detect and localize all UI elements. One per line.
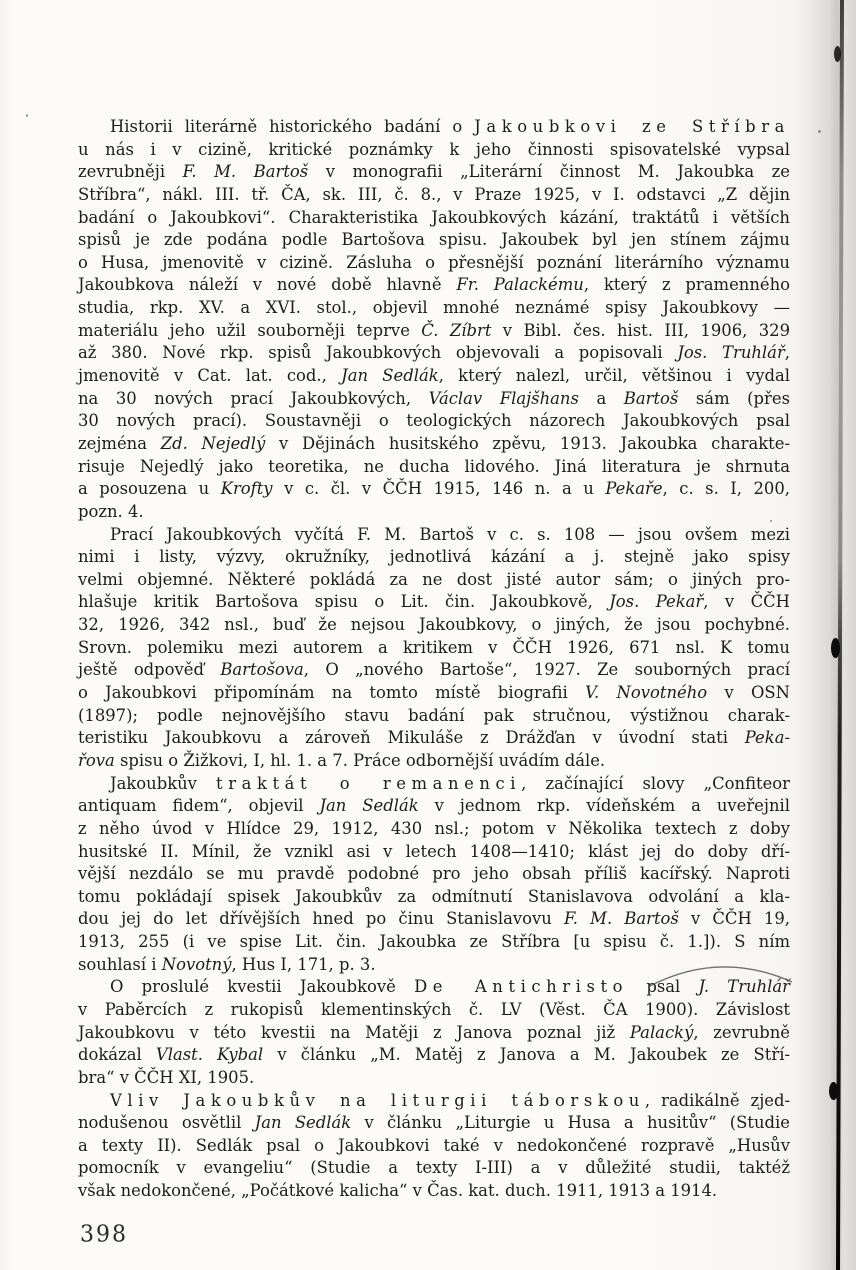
italic-proper-name: Jos. Pekař bbox=[609, 592, 704, 612]
body-text: risuje Nejedlý jako teoretika, ne ducha lidového. Jiná literatura je shrnuta bbox=[78, 456, 790, 476]
body-text: z něho úvod v Hlídce 29, 1912, 430 nsl.; potom v Několika textech z doby bbox=[78, 818, 790, 838]
text-line bbox=[78, 705, 790, 728]
body-text: u nás i v cizině, kritické poznámky k jeho činnosti spisovatelské vypsal bbox=[78, 139, 790, 159]
text-line bbox=[78, 252, 790, 275]
italic-proper-name: Jos. Truhlář bbox=[677, 343, 785, 363]
body-text: v ČČH 19, bbox=[678, 909, 790, 929]
letterspaced-emphasis: Vliv Jakoubkův na liturgii táborskou bbox=[110, 1090, 645, 1110]
italic-proper-name: Pekaře bbox=[605, 479, 663, 499]
body-text: Srovn. polemiku mezi autorem a kritikem v ČČH 1926, 671 nsl. K tomu bbox=[78, 637, 790, 657]
italic-proper-name: F. M. Bartoš bbox=[182, 162, 309, 182]
italic-proper-name: Novotný bbox=[161, 954, 232, 974]
body-text: o Husa, jmenovitě v cizině. Zásluha o přesnější poznání literárního významu bbox=[78, 252, 790, 272]
text-line bbox=[78, 750, 790, 773]
text-line bbox=[78, 795, 790, 818]
page-text-block bbox=[78, 116, 790, 1203]
edge-ink-blob bbox=[831, 638, 840, 658]
body-text: O proslulé kvestii Jakoubkově bbox=[110, 977, 415, 997]
body-text: bra“ v ČČH XI, 1905. bbox=[78, 1067, 255, 1087]
italic-proper-name: Krofty bbox=[220, 479, 273, 499]
text-line bbox=[78, 546, 790, 569]
body-text: na 30 nových prací Jakoubkových, bbox=[78, 388, 429, 408]
body-text: a bbox=[578, 388, 624, 408]
italic-proper-name: Jan Sedlák bbox=[254, 1113, 352, 1133]
body-text: v jednom rkp. vídeňském a uveřejnil bbox=[418, 796, 791, 816]
body-text: nimi i listy, výzvy, okružníky, jednotlivá kázání a j. stejně jako spisy bbox=[78, 547, 790, 567]
body-text: , bbox=[784, 343, 790, 363]
text-line bbox=[78, 365, 790, 388]
body-text: pomocník v evangeliu“ (Studie a texty I-III) a v důležité studii, taktéž bbox=[78, 1158, 790, 1178]
text-line bbox=[78, 818, 790, 841]
body-text: dou jej do let dřívějších hned po činu Stanislavovu bbox=[78, 909, 564, 929]
italic-proper-name: Bartošova bbox=[220, 660, 304, 680]
italic-proper-name: Palacký bbox=[629, 1022, 694, 1042]
body-text: spisu o Žižkovi, I, hl. 1. a 7. Práce odbornější uvádím dále. bbox=[114, 750, 606, 770]
letterspaced-emphasis: De Antichristo bbox=[414, 977, 629, 997]
body-text: husitské II. Mínil, že vznikl asi v letech 1408—1410; klást jej do doby dří- bbox=[78, 841, 790, 861]
text-line bbox=[78, 614, 790, 637]
italic-proper-name: Jan Sedlák bbox=[341, 366, 439, 386]
text-line bbox=[78, 161, 790, 184]
text-line bbox=[78, 682, 790, 705]
text-line bbox=[78, 569, 790, 592]
body-text: v Bibl. čes. hist. III, 1906, 329 bbox=[491, 320, 791, 340]
text-line bbox=[78, 1044, 790, 1067]
italic-proper-name: F. M. Bartoš bbox=[563, 909, 679, 929]
italic-proper-name: Peka- bbox=[744, 728, 790, 748]
italic-proper-name: Jan Sedlák bbox=[319, 796, 419, 816]
body-text: vější nezdálo se mu pravdě podobné pro jeho obsah příliš kacířský. Naproti bbox=[78, 864, 790, 884]
text-line bbox=[78, 727, 790, 750]
body-text: až 380. Nové rkp. spisů Jakoubkových objevovali a popisovali bbox=[78, 343, 678, 363]
body-text: sám (přes bbox=[678, 388, 790, 408]
page-number: 398 bbox=[80, 1221, 128, 1248]
text-line bbox=[78, 1067, 790, 1090]
body-text: hlašuje kritik Bartošova spisu o Lit. čin. Jakoubkově, bbox=[78, 592, 610, 612]
text-line bbox=[78, 1180, 790, 1203]
text-line bbox=[78, 954, 790, 977]
italic-proper-name: Václav Flajšhans bbox=[428, 388, 579, 408]
letterspaced-emphasis: Jakoubkovi ze Stříbra bbox=[474, 117, 790, 136]
body-text: v Paběrcích z rukopisů klementinských č. LV (Věst. ČA 1900). Závislost bbox=[78, 999, 790, 1019]
text-line bbox=[78, 207, 790, 230]
body-text: , c. s. I, 200, bbox=[662, 479, 790, 499]
body-text: Jakoubkův bbox=[110, 773, 217, 793]
body-text: , začínající slovy „Confiteor bbox=[521, 773, 790, 793]
body-text: tomu pokládají spisek Jakoubkův za odmítnutí Stanislavova odvolání a kla- bbox=[78, 886, 790, 906]
text-line bbox=[78, 1022, 790, 1045]
italic-proper-name: Fr. Palackému bbox=[456, 275, 584, 295]
italic-proper-name: Zd. Nejedlý bbox=[160, 433, 266, 453]
body-text: Jakoubkova náleží v nové době hlavně bbox=[78, 275, 457, 295]
italic-proper-name: V. Novotného bbox=[585, 683, 708, 703]
body-text: , O „nového Bartoše“, 1927. Ze souborných prací bbox=[303, 660, 791, 680]
italic-proper-name: Vlast. Kybal bbox=[155, 1045, 264, 1065]
text-line bbox=[78, 297, 790, 320]
text-line bbox=[78, 320, 790, 343]
page-edge-shadow bbox=[794, 0, 856, 1270]
body-text: , radikálně zjed- bbox=[644, 1090, 791, 1110]
text-line bbox=[78, 388, 790, 411]
text-line bbox=[78, 659, 790, 682]
body-text: 32, 1926, 342 nsl., buď že nejsou Jakoubkovy, o jiných, že jsou pochybné. bbox=[78, 615, 790, 635]
body-text: v článku „Liturgie u Husa a husitův“ (Studie bbox=[351, 1113, 790, 1133]
body-text: antiquam fidem“, objevil bbox=[78, 796, 320, 816]
body-text: 30 nových prací). Soustavněji o teologických názorech Jakoubkových psal bbox=[78, 411, 790, 431]
body-text: teristiku Jakoubkovu a zároveň Mikuláše z Drážďan v úvodní stati bbox=[78, 728, 745, 748]
body-text: , zevrubně bbox=[693, 1022, 790, 1042]
text-line bbox=[78, 908, 790, 931]
body-text: 1913, 255 (i ve spise Lit. čin. Jakoubka ze Stříbra [u spisu č. 1.]). S ním bbox=[78, 932, 790, 952]
body-text: v OSN bbox=[707, 683, 790, 703]
body-text: však nedokončené, „Počátkové kalicha“ v Čas. kat. duch. 1911, 1913 a 1914. bbox=[78, 1181, 718, 1201]
body-text: o Jakoubkovi připomínám na tomto místě biografii bbox=[78, 683, 586, 703]
body-text: v c. čl. v ČČH 1915, 146 n. a u bbox=[272, 479, 606, 499]
italic-proper-name: Bartoš bbox=[623, 388, 679, 408]
body-text: Prací Jakoubkových vyčítá F. M. Bartoš v c. s. 108 — jsou ovšem mezi bbox=[110, 524, 790, 544]
text-line bbox=[78, 410, 790, 433]
text-line bbox=[78, 139, 790, 162]
body-text: velmi objemné. Některé pokládá za ne dost jisté autor sám; o jiných pro- bbox=[78, 569, 790, 589]
body-text: badání o Jakoubkovi“. Charakteristika Jakoubkových kázání, traktátů i větších bbox=[78, 207, 790, 227]
text-line bbox=[78, 342, 790, 365]
text-line bbox=[78, 433, 790, 456]
body-text: v monografii „Literární činnost M. Jakoubka ze bbox=[308, 162, 790, 182]
text-line bbox=[78, 886, 790, 909]
text-line bbox=[78, 999, 790, 1022]
body-text: ještě odpověď bbox=[78, 660, 221, 680]
text-line bbox=[78, 863, 790, 886]
text-line bbox=[78, 116, 790, 139]
body-text: zevrubněji bbox=[78, 162, 183, 182]
body-text: dokázal bbox=[78, 1045, 156, 1065]
body-text: Jakoubkovu v této kvestii na Matěji z Janova poznal již bbox=[78, 1022, 630, 1042]
text-line bbox=[78, 478, 790, 501]
body-text: Historii literárně historického badání o bbox=[110, 117, 475, 136]
text-line bbox=[78, 274, 790, 297]
body-text: psal bbox=[628, 977, 699, 997]
text-line bbox=[78, 773, 790, 796]
body-text: studia, rkp. XV. a XVI. stol., objevil mnohé neznámé spisy Jakoubkovy — bbox=[78, 298, 790, 318]
text-line bbox=[78, 1090, 790, 1113]
text-line bbox=[78, 841, 790, 864]
text-line bbox=[78, 637, 790, 660]
binding-edge-line bbox=[836, 0, 844, 1270]
body-text: (1897); podle nejnovějšího stavu badání pak stručnou, výstižnou charak- bbox=[78, 705, 790, 725]
italic-proper-name: Č. Zíbrt bbox=[421, 320, 492, 340]
text-line bbox=[78, 229, 790, 252]
body-text: pozn. 4. bbox=[78, 501, 144, 521]
body-text: , který z pramenného bbox=[583, 275, 791, 295]
edge-ink-blob bbox=[829, 1082, 838, 1100]
text-line bbox=[78, 501, 790, 524]
text-line bbox=[78, 456, 790, 479]
body-text: a posouzena u bbox=[78, 479, 221, 499]
scan-speck bbox=[770, 520, 772, 522]
body-text: Stříbra“, nákl. III. tř. ČA, sk. III, č. 8., v Praze 1925, v I. odstavci „Z dějin bbox=[78, 184, 790, 204]
text-line bbox=[78, 591, 790, 614]
italic-proper-name: řova bbox=[78, 750, 115, 770]
body-text: , Hus I, 171, p. 3. bbox=[231, 954, 376, 974]
edge-ink-blob bbox=[834, 46, 841, 62]
text-line bbox=[78, 184, 790, 207]
body-text: , který nalezl, určil, většinou i vydal bbox=[438, 366, 791, 386]
body-text: nodušenou osvětlil bbox=[78, 1113, 255, 1133]
body-text: jmenovitě v Cat. lat. cod., bbox=[78, 366, 342, 386]
text-line bbox=[78, 1112, 790, 1135]
text-line bbox=[78, 931, 790, 954]
scan-speck bbox=[818, 130, 821, 133]
text-line bbox=[78, 1157, 790, 1180]
text-line bbox=[78, 524, 790, 547]
body-text: materiálu jeho užil souborněji teprve bbox=[78, 320, 422, 340]
body-text: souhlasí i bbox=[78, 954, 162, 974]
scan-speck bbox=[26, 114, 28, 117]
text-line bbox=[78, 1135, 790, 1158]
body-text: zejména bbox=[78, 433, 161, 453]
body-text: spisů je zde podána podle Bartošova spisu. Jakoubek byl jen stínem zájmu bbox=[78, 230, 790, 250]
body-text: , v ČČH bbox=[703, 592, 790, 612]
letterspaced-emphasis: traktát o remanenci bbox=[216, 773, 522, 793]
text-line bbox=[78, 976, 790, 999]
body-text: v Dějinách husitského zpěvu, 1913. Jakoubka charakte- bbox=[265, 433, 790, 453]
italic-proper-name: J. Truhlář bbox=[698, 977, 791, 997]
body-text: a texty II). Sedlák psal o Jakoubkovi také v nedokončené rozpravě „Husův bbox=[78, 1135, 790, 1155]
body-text: v článku „M. Matěj z Janova a M. Jakoubek ze Stří- bbox=[263, 1045, 790, 1065]
